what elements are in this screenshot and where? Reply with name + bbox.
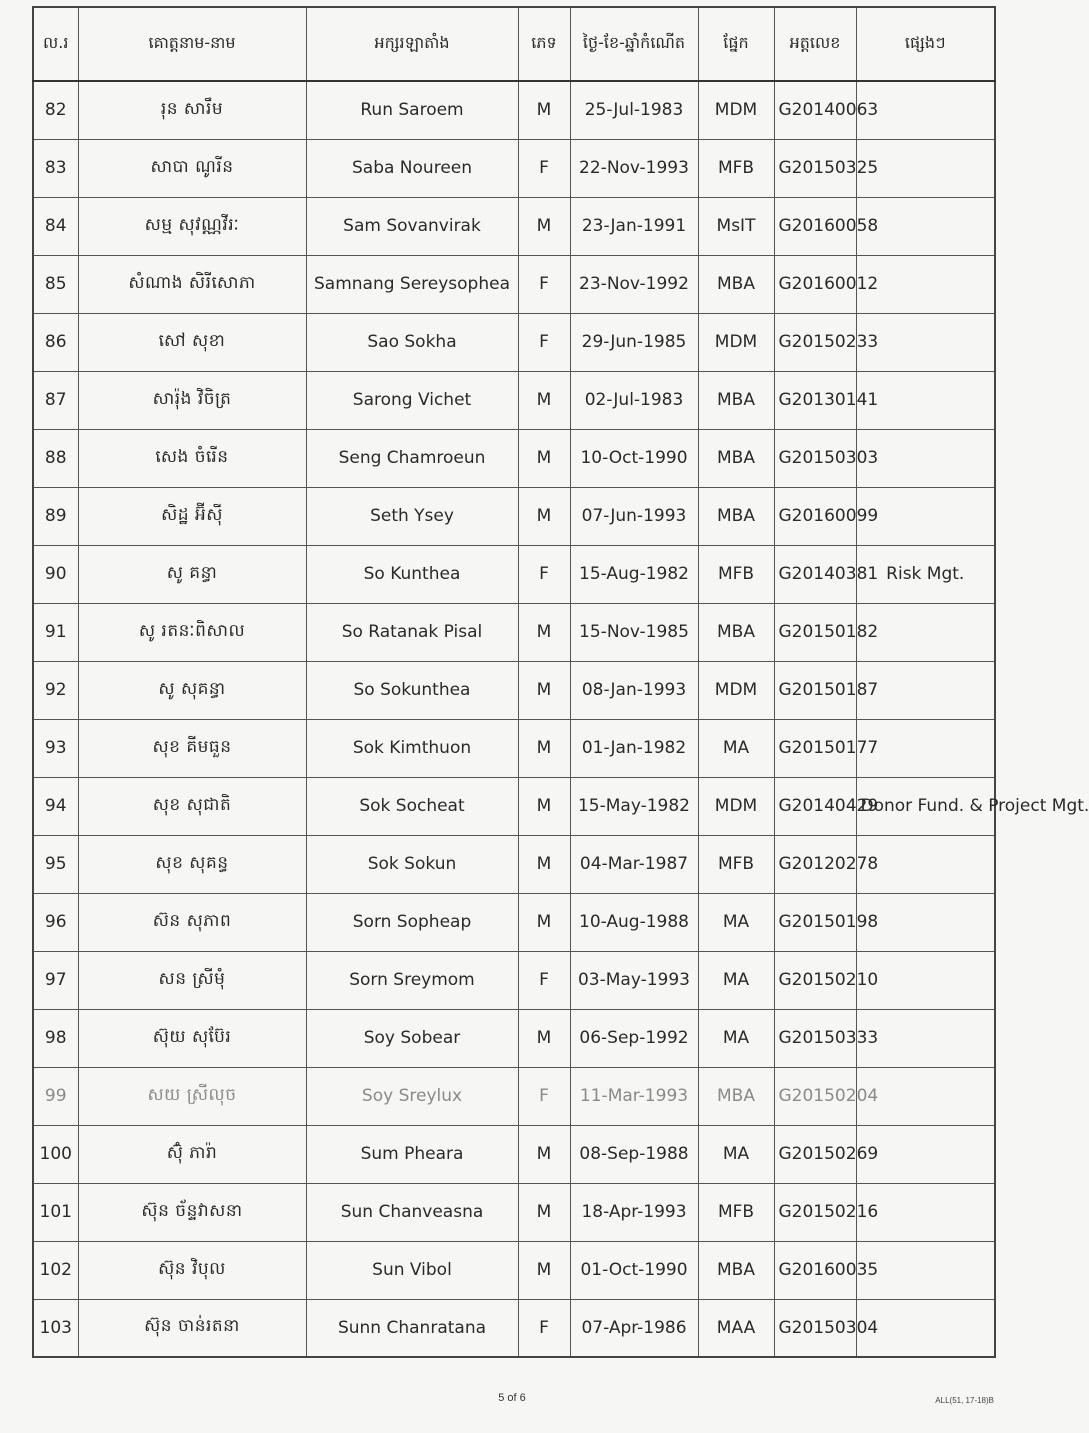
cell-latin-name: Sok Kimthuon — [306, 719, 518, 777]
cell-major: MBA — [698, 487, 774, 545]
cell-id: G20150304 — [774, 1299, 856, 1357]
cell-latin-name: Sorn Sreymom — [306, 951, 518, 1009]
cell-sex: M — [518, 835, 570, 893]
cell-latin-name: Sun Vibol — [306, 1241, 518, 1299]
cell-dob: 10-Oct-1990 — [570, 429, 698, 487]
cell-sex: F — [518, 951, 570, 1009]
cell-other: Donor Fund. & Project Mgt. — [856, 777, 995, 835]
cell-sex: M — [518, 1183, 570, 1241]
cell-major: MFB — [698, 139, 774, 197]
header-no: ល.រ — [33, 7, 78, 81]
cell-latin-name: Sok Socheat — [306, 777, 518, 835]
cell-sex: M — [518, 777, 570, 835]
cell-latin-name: Sunn Chanratana — [306, 1299, 518, 1357]
cell-latin-name: Sum Pheara — [306, 1125, 518, 1183]
table-row — [33, 1009, 995, 1067]
cell-no: 95 — [33, 835, 78, 893]
cell-major: MDM — [698, 81, 774, 139]
cell-major: MDM — [698, 777, 774, 835]
cell-no: 88 — [33, 429, 78, 487]
cell-dob: 08-Jan-1993 — [570, 661, 698, 719]
cell-khmer-name: សារ៉ុង វិចិត្រ — [78, 371, 306, 429]
cell-id: G20130141 — [774, 371, 856, 429]
cell-khmer-name: សយ ស្រីលុច — [78, 1067, 306, 1125]
table-row — [33, 371, 995, 429]
cell-sex: M — [518, 429, 570, 487]
cell-khmer-name: សម្ម សុវណ្ណវីរៈ — [78, 197, 306, 255]
header-latin-name: អក្សរឡាតាំង — [306, 7, 518, 81]
cell-latin-name: So Kunthea — [306, 545, 518, 603]
cell-id: G20150198 — [774, 893, 856, 951]
table-header — [33, 7, 995, 81]
header-khmer-name: គោត្តនាម-នាម — [78, 7, 306, 81]
cell-dob: 23-Jan-1991 — [570, 197, 698, 255]
cell-no: 98 — [33, 1009, 78, 1067]
table-row — [33, 1067, 995, 1125]
cell-major: MBA — [698, 429, 774, 487]
header-sex: ភេទ — [518, 7, 570, 81]
cell-dob: 04-Mar-1987 — [570, 835, 698, 893]
cell-no: 84 — [33, 197, 78, 255]
cell-latin-name: Run Saroem — [306, 81, 518, 139]
cell-no: 94 — [33, 777, 78, 835]
cell-dob: 15-May-1982 — [570, 777, 698, 835]
cell-major: MFB — [698, 1183, 774, 1241]
cell-sex: M — [518, 603, 570, 661]
cell-major: MA — [698, 893, 774, 951]
cell-major: MBA — [698, 1067, 774, 1125]
cell-dob: 07-Jun-1993 — [570, 487, 698, 545]
cell-latin-name: Sam Sovanvirak — [306, 197, 518, 255]
cell-dob: 06-Sep-1992 — [570, 1009, 698, 1067]
table-row — [33, 951, 995, 1009]
cell-khmer-name: សិដ្ឋ អ៊ីស៊ី — [78, 487, 306, 545]
cell-dob: 10-Aug-1988 — [570, 893, 698, 951]
cell-latin-name: Saba Noureen — [306, 139, 518, 197]
cell-id: G20150210 — [774, 951, 856, 1009]
cell-latin-name: Sarong Vichet — [306, 371, 518, 429]
cell-latin-name: Sun Chanveasna — [306, 1183, 518, 1241]
cell-sex: F — [518, 313, 570, 371]
cell-dob: 07-Apr-1986 — [570, 1299, 698, 1357]
cell-no: 85 — [33, 255, 78, 313]
table-row — [33, 139, 995, 197]
cell-sex: M — [518, 197, 570, 255]
cell-latin-name: Seth Ysey — [306, 487, 518, 545]
cell-dob: 11-Mar-1993 — [570, 1067, 698, 1125]
cell-no: 103 — [33, 1299, 78, 1357]
table-row — [33, 1125, 995, 1183]
cell-no: 82 — [33, 81, 78, 139]
cell-latin-name: Seng Chamroeun — [306, 429, 518, 487]
cell-no: 97 — [33, 951, 78, 1009]
cell-sex: M — [518, 487, 570, 545]
cell-major: MFB — [698, 545, 774, 603]
cell-khmer-name: សុខ សុជាតិ — [78, 777, 306, 835]
cell-id: G20120278 — [774, 835, 856, 893]
cell-latin-name: So Sokunthea — [306, 661, 518, 719]
cell-dob: 29-Jun-1985 — [570, 313, 698, 371]
cell-latin-name: Samnang Sereysophea — [306, 255, 518, 313]
cell-id: G20150233 — [774, 313, 856, 371]
table-row — [33, 893, 995, 951]
cell-no: 96 — [33, 893, 78, 951]
cell-khmer-name: សំណាង សិរីសោភា — [78, 255, 306, 313]
table-body — [33, 81, 1089, 1357]
table-row — [33, 1299, 995, 1357]
cell-major: MAA — [698, 1299, 774, 1357]
cell-no: 86 — [33, 313, 78, 371]
document-code: ALL(51, 17-18)B — [935, 1396, 994, 1405]
cell-sex: M — [518, 371, 570, 429]
cell-other: Risk Mgt. — [856, 545, 995, 603]
table-row — [33, 429, 995, 487]
cell-id: G20160099 — [774, 487, 856, 545]
cell-id: G20150333 — [774, 1009, 856, 1067]
cell-major: MBA — [698, 255, 774, 313]
table-row — [33, 777, 995, 835]
cell-major: MA — [698, 951, 774, 1009]
cell-sex: F — [518, 255, 570, 313]
cell-sex: M — [518, 719, 570, 777]
cell-major: MBA — [698, 1241, 774, 1299]
cell-id: G20150303 — [774, 429, 856, 487]
cell-sex: F — [518, 545, 570, 603]
table-row — [33, 603, 995, 661]
cell-id: G20150182 — [774, 603, 856, 661]
cell-no: 89 — [33, 487, 78, 545]
cell-khmer-name: ស៊ុំ ភារ៉ា — [78, 1125, 306, 1183]
cell-no: 93 — [33, 719, 78, 777]
cell-khmer-name: សុខ គីមធួន — [78, 719, 306, 777]
table-row — [33, 719, 995, 777]
cell-sex: M — [518, 893, 570, 951]
cell-khmer-name: សៅ សុខា — [78, 313, 306, 371]
cell-major: MBA — [698, 603, 774, 661]
cell-dob: 18-Apr-1993 — [570, 1183, 698, 1241]
cell-id: G20140381 — [774, 545, 856, 603]
table-row — [33, 197, 995, 255]
cell-khmer-name: ស៊ុន ចាន់រតនា — [78, 1299, 306, 1357]
cell-khmer-name: សូ រតនៈពិសាល — [78, 603, 306, 661]
cell-dob: 08-Sep-1988 — [570, 1125, 698, 1183]
cell-major: MA — [698, 1125, 774, 1183]
cell-id: G20150177 — [774, 719, 856, 777]
table-row — [33, 255, 995, 313]
cell-id: G20150269 — [774, 1125, 856, 1183]
table-row — [33, 545, 995, 603]
cell-sex: M — [518, 1241, 570, 1299]
cell-id: G20140429 — [774, 777, 856, 835]
table-row — [33, 835, 995, 893]
cell-id: G20150325 — [774, 139, 856, 197]
student-roster-table — [32, 6, 1089, 1358]
cell-major: MA — [698, 1009, 774, 1067]
cell-no: 102 — [33, 1241, 78, 1299]
cell-dob: 25-Jul-1983 — [570, 81, 698, 139]
page-number: 5 of 6 — [498, 1392, 526, 1404]
cell-latin-name: Soy Sreylux — [306, 1067, 518, 1125]
cell-khmer-name: ស៊ុន ច័ន្ទវាសនា — [78, 1183, 306, 1241]
cell-latin-name: So Ratanak Pisal — [306, 603, 518, 661]
cell-khmer-name: ស៊ុន វិបុល — [78, 1241, 306, 1299]
header-major: ផ្នែក — [698, 7, 774, 81]
cell-dob: 01-Oct-1990 — [570, 1241, 698, 1299]
cell-dob: 22-Nov-1993 — [570, 139, 698, 197]
cell-khmer-name: សូ សុគន្ធា — [78, 661, 306, 719]
cell-id: G20150204 — [774, 1067, 856, 1125]
cell-id: G20160058 — [774, 197, 856, 255]
cell-latin-name: Sorn Sopheap — [306, 893, 518, 951]
cell-no: 87 — [33, 371, 78, 429]
cell-dob: 02-Jul-1983 — [570, 371, 698, 429]
cell-no: 100 — [33, 1125, 78, 1183]
cell-major: MDM — [698, 661, 774, 719]
cell-sex: M — [518, 1125, 570, 1183]
table-row — [33, 661, 995, 719]
table-row — [33, 1183, 995, 1241]
cell-khmer-name: រុន សារឹម — [78, 81, 306, 139]
table-row — [33, 313, 995, 371]
cell-dob: 23-Nov-1992 — [570, 255, 698, 313]
cell-no: 90 — [33, 545, 78, 603]
table-row — [33, 487, 995, 545]
table-row — [33, 81, 995, 139]
header-id: អត្តលេខ — [774, 7, 856, 81]
cell-khmer-name: សេង ចំរើន — [78, 429, 306, 487]
cell-id: G20160012 — [774, 255, 856, 313]
cell-latin-name: Soy Sobear — [306, 1009, 518, 1067]
cell-latin-name: Sao Sokha — [306, 313, 518, 371]
cell-dob: 01-Jan-1982 — [570, 719, 698, 777]
cell-khmer-name: ស៊ន សុភាព — [78, 893, 306, 951]
cell-id: G20140063 — [774, 81, 856, 139]
cell-major: MFB — [698, 835, 774, 893]
cell-khmer-name: សូ គន្ធា — [78, 545, 306, 603]
cell-latin-name: Sok Sokun — [306, 835, 518, 893]
cell-sex: M — [518, 661, 570, 719]
cell-no: 99 — [33, 1067, 78, 1125]
cell-sex: F — [518, 1299, 570, 1357]
cell-no: 83 — [33, 139, 78, 197]
cell-sex: M — [518, 1009, 570, 1067]
cell-major: MA — [698, 719, 774, 777]
cell-dob: 15-Aug-1982 — [570, 545, 698, 603]
cell-id: G20160035 — [774, 1241, 856, 1299]
cell-dob: 15-Nov-1985 — [570, 603, 698, 661]
cell-khmer-name: សុខ សុគន្ធ — [78, 835, 306, 893]
header-other: ផ្សេងៗ — [856, 7, 995, 81]
cell-khmer-name: សាបា ណូរីន — [78, 139, 306, 197]
cell-id: G20150216 — [774, 1183, 856, 1241]
header-row — [33, 7, 995, 81]
header-dob: ថ្ងៃ-ខែ-ឆ្នាំកំណើត — [570, 7, 698, 81]
cell-no: 101 — [33, 1183, 78, 1241]
cell-sex: F — [518, 1067, 570, 1125]
cell-sex: F — [518, 139, 570, 197]
cell-dob: 03-May-1993 — [570, 951, 698, 1009]
cell-major: MsIT — [698, 197, 774, 255]
cell-no: 92 — [33, 661, 78, 719]
cell-major: MBA — [698, 371, 774, 429]
table-row — [33, 1241, 995, 1299]
cell-sex: M — [518, 81, 570, 139]
cell-id: G20150187 — [774, 661, 856, 719]
cell-khmer-name: ស៊ុយ សុប៊ែរ — [78, 1009, 306, 1067]
cell-no: 91 — [33, 603, 78, 661]
cell-major: MDM — [698, 313, 774, 371]
cell-khmer-name: សន ស្រីមុំ — [78, 951, 306, 1009]
